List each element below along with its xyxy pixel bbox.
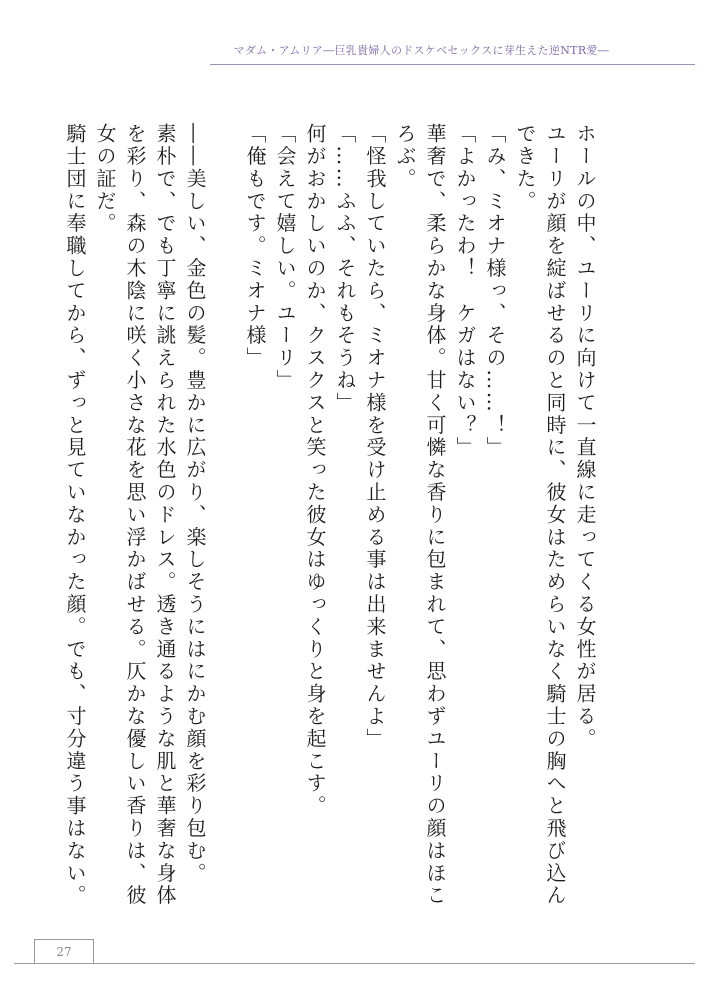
footer-rule [14,963,695,964]
text-line: 「み、ミオナ様っ、その……！」 [483,123,507,459]
text-line: 「会えて嬉しい。ユーリ」 [273,123,297,392]
blank-line [210,123,240,913]
text-line: ホールの中、ユーリに向けて一直線に走ってくる女性が居る。 [573,123,597,751]
text-line: 「よかったわ！ ケガはない？」 [453,123,477,459]
text-line: ユーリが顔を綻ばせるのと同時に、彼女はためらいなく騎士の胸へと飛び込んできた。 [513,123,567,907]
text-line: 「怪我していたら、ミオナ様を受け止める事は出来ませんよ」 [363,123,387,751]
text-line: 「俺もです。ミオナ様」 [243,123,267,370]
text-line: 騎士団に奉職してから、ずっと見ていなかった顔。でも、寸分違う事はない。 [63,123,87,907]
page-number: 27 [34,939,94,964]
text-line: 素朴で、でも丁寧に誂えられた水色のドレス。透き通るような肌と華奢な身体を彩り、森の木陰に咲く小さな花を思い浮かばせる。仄かな優しい香りは、彼女の証だ。 [93,123,177,907]
running-header: マダム・アムリア―巨乳貴婦人のドスケベセックスに芽生えた逆NTR愛― [233,44,609,57]
text-line: 「……ふふ、それもそうね」 [333,123,357,415]
header-rule [210,64,695,65]
text-line: 華奢で、柔らかな身体。甘く可憐な香りに包まれて、思わずユーリの顔はほころぶ。 [393,123,447,907]
text-line: ――美しい、金色の髪。豊かに広がり、楽しそうにはにかむ顔を彩り包む。 [183,123,207,885]
text-line: 何がおかしいのか、クスクスと笑った彼女はゆっくりと身を起こす。 [303,123,327,818]
vertical-body-text [60,123,600,913]
